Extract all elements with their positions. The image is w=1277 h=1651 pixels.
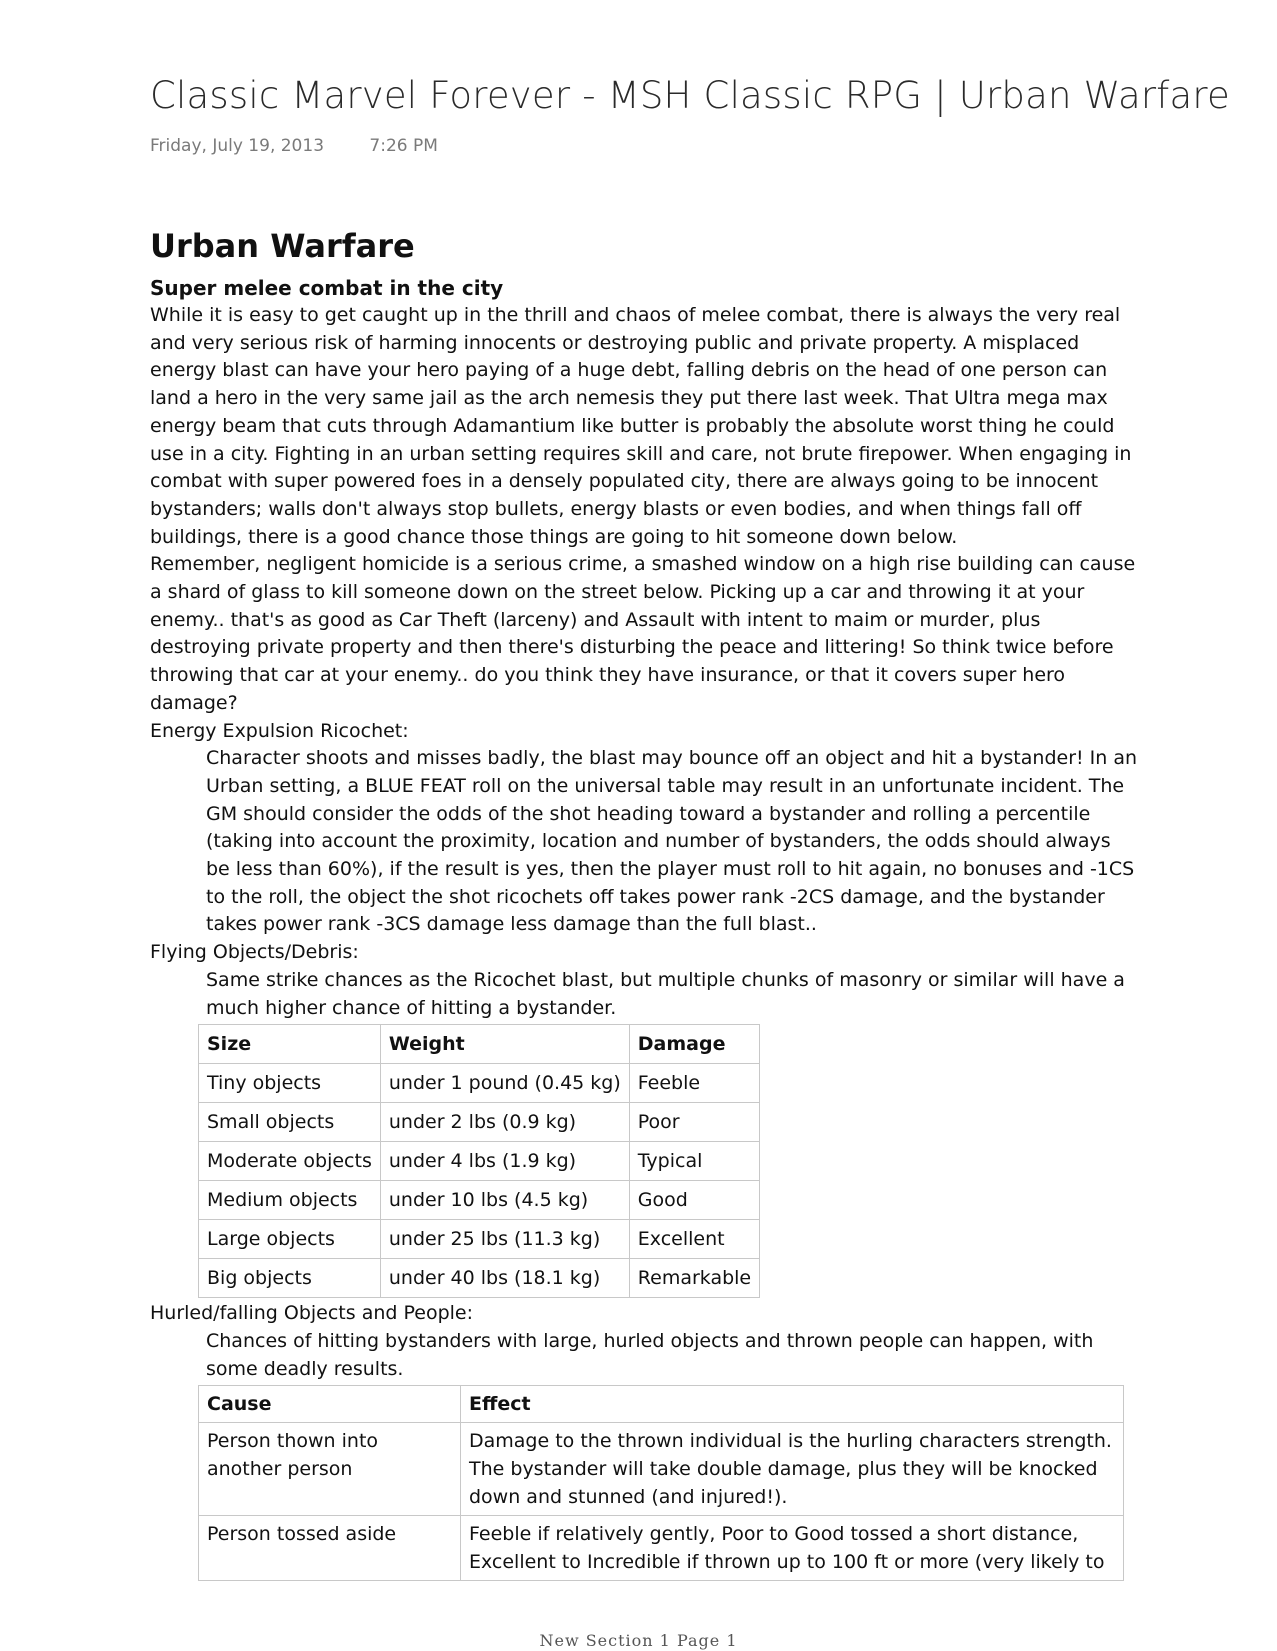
intro-paragraph: While it is easy to get caught up in the thrill and chaos of melee combat, there is always the very real and very serious risk of harming innocents or destroying public and private property. A misplaced energy blast can have your hero paying of a huge debt, falling debris on the head of one person can land a hero in the very same jail as the arch nemesis they put there last week. That Ultra mega max energy beam that cuts through Adamantium like butter is probably the absolute worst thing he could use in a city. Fighting in an urban setting requires skill and care, not brute firepower. When engaging in combat with super powered foes in a densely populated city, there are always going to be innocent bystanders; walls don't always stop bullets, energy blasts or even bodies, and when things fall off buildings, there is a good chance those things are going to hit someone down below. — [150, 304, 1132, 548]
page-time: 7:26 PM — [369, 136, 438, 156]
table-row — [199, 1142, 760, 1181]
table-header-cell: Weight — [380, 1025, 629, 1064]
table-row — [199, 1103, 760, 1142]
table-cell: Medium objects — [199, 1181, 381, 1220]
hurled-label: Hurled/falling Objects and People: — [150, 1302, 474, 1325]
table-cell: Small objects — [199, 1103, 381, 1142]
table-header-cell: Damage — [629, 1025, 759, 1064]
table-header-cell: Cause — [199, 1386, 461, 1423]
table-header-row — [199, 1025, 760, 1064]
table-cell: Big objects — [199, 1259, 381, 1298]
table-cell: Poor — [629, 1103, 759, 1142]
table-cell: Feeble — [629, 1064, 759, 1103]
table-header-row — [199, 1386, 1124, 1423]
table-cell: Excellent — [629, 1220, 759, 1259]
table-cell: under 10 lbs (4.5 kg) — [380, 1181, 629, 1220]
table-cell: Typical — [629, 1142, 759, 1181]
table-row — [199, 1220, 760, 1259]
table-cell: Large objects — [199, 1220, 381, 1259]
page-footer: New Section 1 Page 1 — [539, 1631, 738, 1650]
article-subheading: Super melee combat in the city — [150, 276, 504, 300]
hurled-table — [198, 1385, 1124, 1581]
table-row — [199, 1423, 1124, 1516]
table-cell: Tiny objects — [199, 1064, 381, 1103]
debris-table — [198, 1024, 760, 1298]
table-cell: Moderate objects — [199, 1142, 381, 1181]
note-content — [150, 226, 1140, 1587]
debris-text: Same strike chances as the Ricochet blast, but multiple chunks of masonry or similar will have a much higher chance of hitting a bystander. — [206, 968, 1125, 1019]
table-cell: Person tossed aside — [199, 1516, 461, 1581]
table-cell: Good — [629, 1181, 759, 1220]
table-row — [199, 1259, 760, 1298]
hurled-text: Chances of hitting bystanders with large, hurled objects and thrown people can happen, with some deadly results. — [206, 1329, 1094, 1380]
table-cell: under 4 lbs (1.9 kg) — [380, 1142, 629, 1181]
page-meta — [150, 136, 438, 156]
negligence-paragraph: Remember, negligent homicide is a serious crime, a smashed window on a high rise building can cause a shard of glass to kill someone down on the street below. Picking up a car and throwing it at your enemy.. that's as good as Car Theft (larceny) and Assault with intent to maim or murder, plus destroying private property and then there's disturbing the peace and littering! So think twice before throwing that car at your enemy.. do you think they have insurance, or that it covers super hero damage? — [150, 553, 1136, 714]
ricochet-label: Energy Expulsion Ricochet: — [150, 719, 409, 742]
table-cell: under 25 lbs (11.3 kg) — [380, 1220, 629, 1259]
table-cell: Damage to the thrown individual is the hurling characters strength. The bystander will take double damage, plus they will be knocked down and stunned (and injured!). — [461, 1423, 1124, 1516]
table-header-cell: Size — [199, 1025, 381, 1064]
article-heading: Urban Warfare — [150, 227, 415, 265]
page-title: Classic Marvel Forever - MSH Classic RPG | Urban Warfare — [150, 74, 1230, 117]
table-cell: under 1 pound (0.45 kg) — [380, 1064, 629, 1103]
page-date: Friday, July 19, 2013 — [150, 136, 325, 156]
table-row — [199, 1516, 1124, 1581]
table-header-cell: Effect — [461, 1386, 1124, 1423]
table-cell: under 40 lbs (18.1 kg) — [380, 1259, 629, 1298]
table-row — [199, 1064, 760, 1103]
table-cell: Person thown into another person — [199, 1423, 461, 1516]
table-row — [199, 1181, 760, 1220]
table-cell: Feeble if relatively gently, Poor to Good tossed a short distance, Excellent to Incredible if thrown up to 100 ft or more (very likely to — [461, 1516, 1124, 1581]
table-cell: Remarkable — [629, 1259, 759, 1298]
hurled-table-clip — [150, 1383, 1140, 1587]
table-cell: under 2 lbs (0.9 kg) — [380, 1103, 629, 1142]
debris-label: Flying Objects/Debris: — [150, 941, 359, 964]
ricochet-text: Character shoots and misses badly, the blast may bounce off an object and hit a bystander! In an Urban setting, a BLUE FEAT roll on the universal table may result in an unfortunate incident. The GM should consider the odds of the shot heading toward a bystander and rolling a percentile (taking into account the proximity, location and number of bystanders, the odds should always be less than 60%), if the result is yes, then the player must roll to hit again, no bonuses and -1CS to the roll, the object the shot ricochets off takes power rank -2CS damage, and the bystander takes power rank -3CS damage less damage than the full blast.. — [206, 747, 1138, 936]
